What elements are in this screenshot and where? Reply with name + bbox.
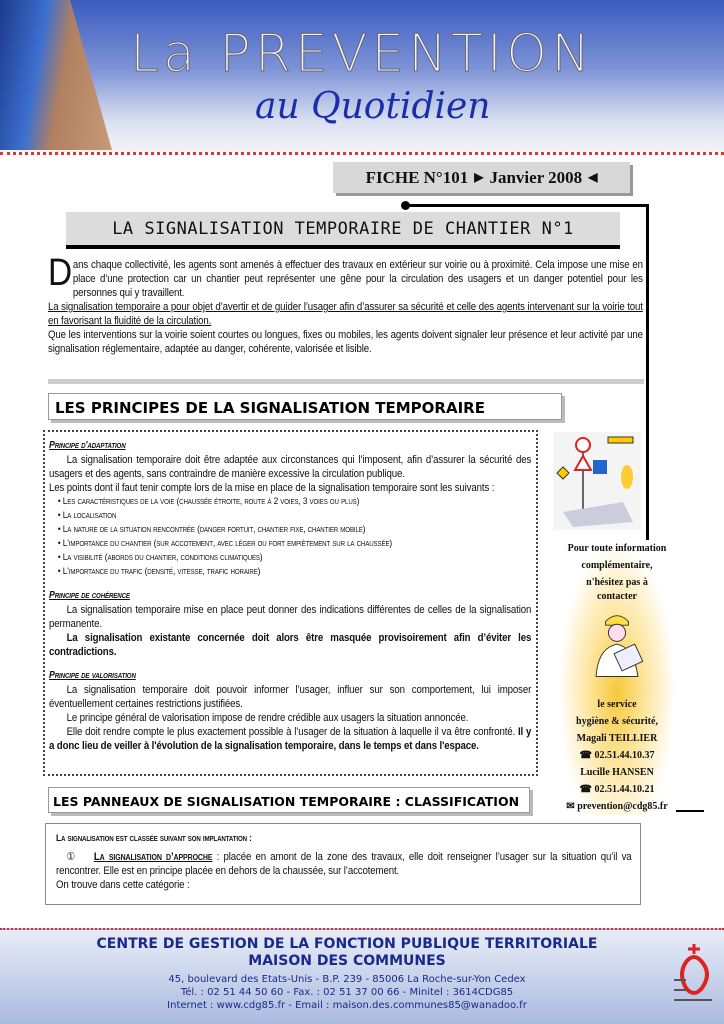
section-heading: LES PRINCIPES DE LA SIGNALISATION TEMPORAIRE xyxy=(48,393,562,420)
footer-web: Internet : www.cdg85.fr - Email : maison.des.communes85@wanadoo.fr xyxy=(167,1000,527,1011)
contact-text: contacter xyxy=(597,591,637,602)
list-item: • L'importance du chantier (sur accotement, avec léger ou fort empiètement sur la chaussée) xyxy=(57,538,393,549)
number-icon: ① xyxy=(66,851,77,863)
paragraph: Les points dont il faut tenir compte lors de la mise en place de la signalisation temporaire sont les suivants : xyxy=(49,482,495,494)
divider xyxy=(0,152,724,155)
footer xyxy=(0,928,724,1024)
contact-panel xyxy=(558,540,676,815)
phone-icon: ☎ xyxy=(579,784,592,795)
banner-subtitle: au Quotidien xyxy=(255,86,491,127)
principle-title: Principe d'adaptation xyxy=(49,440,126,451)
contact-text: complémentaire, xyxy=(581,560,653,571)
paragraph: La signalisation temporaire doit être adaptée aux circonstances qui l’imposent, afin d’assurer la sécurité des usagers et des agents, sans contraindre de manière excessive la circulation publique. xyxy=(49,454,532,480)
list-item: • Les caractéristiques de la voie (chaussée étroite, route à 2 voies, 3 voies ou plus) xyxy=(57,496,360,507)
intro-p2: La signalisation temporaire a pour objet d’avertir et de guider l’usager afin d’assurer sa sécurité et celle des agents intervenant sur la voirie tout en favorisant la fluidité de la circulation. xyxy=(48,301,643,327)
paragraph-bold: Il y a donc lieu de veiller à l'évolution de la signalisation temporaire, dans le temps et dans l'espace. xyxy=(49,726,532,752)
principle-title: Principe de valorisation xyxy=(49,670,136,681)
item-more: On trouve dans cette catégorie : xyxy=(56,879,190,891)
arrow-left-icon: ◀ xyxy=(588,170,598,184)
footer-address: 45, boulevard des Etats-Unis - B.P. 239 - 85006 La Roche-sur-Yon Cedex xyxy=(168,974,526,985)
footer-org2: MAISON DES COMMUNES xyxy=(248,953,446,969)
principles-box xyxy=(43,430,538,776)
classification-box xyxy=(45,823,641,905)
footer-phone: Tél. : 02 51 44 50 60 - Fax. : 02 51 37 00 66 - Minitel : 3614CDG85 xyxy=(180,987,514,998)
road-signs-illustration xyxy=(553,432,641,530)
worker-illustration xyxy=(587,610,647,686)
drop-cap: D xyxy=(48,252,73,294)
fiche-box xyxy=(333,162,630,193)
list-item: • La visibilité (abords du chantier, conditions climatiques) xyxy=(57,552,263,563)
cdg-logo xyxy=(672,940,716,1010)
contact-text: hygiène & sécurité, xyxy=(576,716,658,727)
arrow-right-icon: ▶ xyxy=(474,170,484,184)
phone-number: 02.51.44.10.37 xyxy=(594,750,655,761)
principles-content xyxy=(49,439,531,753)
classification-content xyxy=(56,832,632,892)
divider xyxy=(48,379,644,384)
contact-phone xyxy=(558,781,676,798)
mail-icon: ✉ xyxy=(566,801,575,812)
contact-text: n'hésitez pas à xyxy=(586,577,648,588)
paragraph: La signalisation temporaire mise en place peut donner des indications différentes de celles de la signalisation permanente. xyxy=(49,604,532,630)
phone-number: 02.51.44.10.21 xyxy=(594,784,655,795)
classification-lead: La signalisation est classée suivant son implantation : xyxy=(56,833,252,844)
contact-name: Magali TEILLIER xyxy=(576,733,658,744)
contact-email xyxy=(558,798,676,815)
phone-icon: ☎ xyxy=(579,750,592,761)
list-item: • La localisation xyxy=(57,510,117,521)
fiche-date: Janvier 2008 xyxy=(489,167,583,187)
principle-title: Principe de cohérence xyxy=(49,590,130,601)
paragraph xyxy=(49,725,531,753)
contact-text: le service xyxy=(597,699,637,710)
fiche-number: FICHE N°101 xyxy=(365,167,469,187)
contact-phone xyxy=(558,747,676,764)
header-banner xyxy=(0,0,724,152)
email-link[interactable]: prevention@cdg85.fr xyxy=(577,801,668,812)
item-title: La signalisation d’approche xyxy=(93,851,213,863)
list-item: • L'importance du trafic (densité, vitesse, trafic horaire) xyxy=(57,566,261,577)
intro-text xyxy=(48,252,643,356)
paragraph: La signalisation temporaire doit pouvoir informer l’usager, influer sur son comportement, lui imposer éventuellement certaines restrictions justifiées. xyxy=(49,684,532,710)
divider xyxy=(405,204,649,207)
contact-text: Pour toute information xyxy=(567,543,667,554)
paragraph: Le principe général de valorisation impose de rendre crédible aux usagers la situation annoncée. xyxy=(66,712,469,724)
contact-name: Lucille HANSEN xyxy=(580,767,654,778)
paragraph-text: Elle doit rendre compte le plus exactement possible à l’usager de la situation à laquelle il va être confronté. xyxy=(66,726,516,738)
intro-p1: ans chaque collectivité, les agents sont amenés à effectuer des travaux en extérieur sur voirie ou à proximité. Cela impose une mise en place d’une protection car un chantier peut représenter une gêne pour la circulation des usagers et un danger potentiel pour les personnes qui y travaillent. xyxy=(72,259,643,299)
intro-p3: Que les interventions sur la voirie soient courtes ou longues, fixes ou mobiles, les agents doivent signaler leur présence et leur activité par une signalisation réglementaire, adaptée au danger, cohérente, valorisée et lisible. xyxy=(48,329,643,355)
paragraph: La signalisation existante concernée doit alors être masquée provisoirement afin d’éviter les contradictions. xyxy=(49,632,532,658)
banner-title: La PREVENTION xyxy=(130,24,594,84)
list-item: • La nature de la situation rencontrée (danger fortuit, chantier fixe, chantier mobile) xyxy=(57,524,366,535)
section-heading: LES PANNEAUX DE SIGNALISATION TEMPORAIRE : CLASSIFICATION xyxy=(48,787,530,813)
page-title: LA SIGNALISATION TEMPORAIRE DE CHANTIER N°1 xyxy=(66,212,620,249)
building-image xyxy=(0,0,112,150)
item-text: : placée en amont de la zone des travaux, elle doit renseigner l’usager sur la situation qu’il va rencontrer. Elle est en principe placée en dehors de la chaussée, sur l’accotement. xyxy=(56,851,632,877)
footer-org: CENTRE DE GESTION DE LA FONCTION PUBLIQUE TERRITORIALE xyxy=(96,936,598,952)
classification-item xyxy=(56,850,632,878)
